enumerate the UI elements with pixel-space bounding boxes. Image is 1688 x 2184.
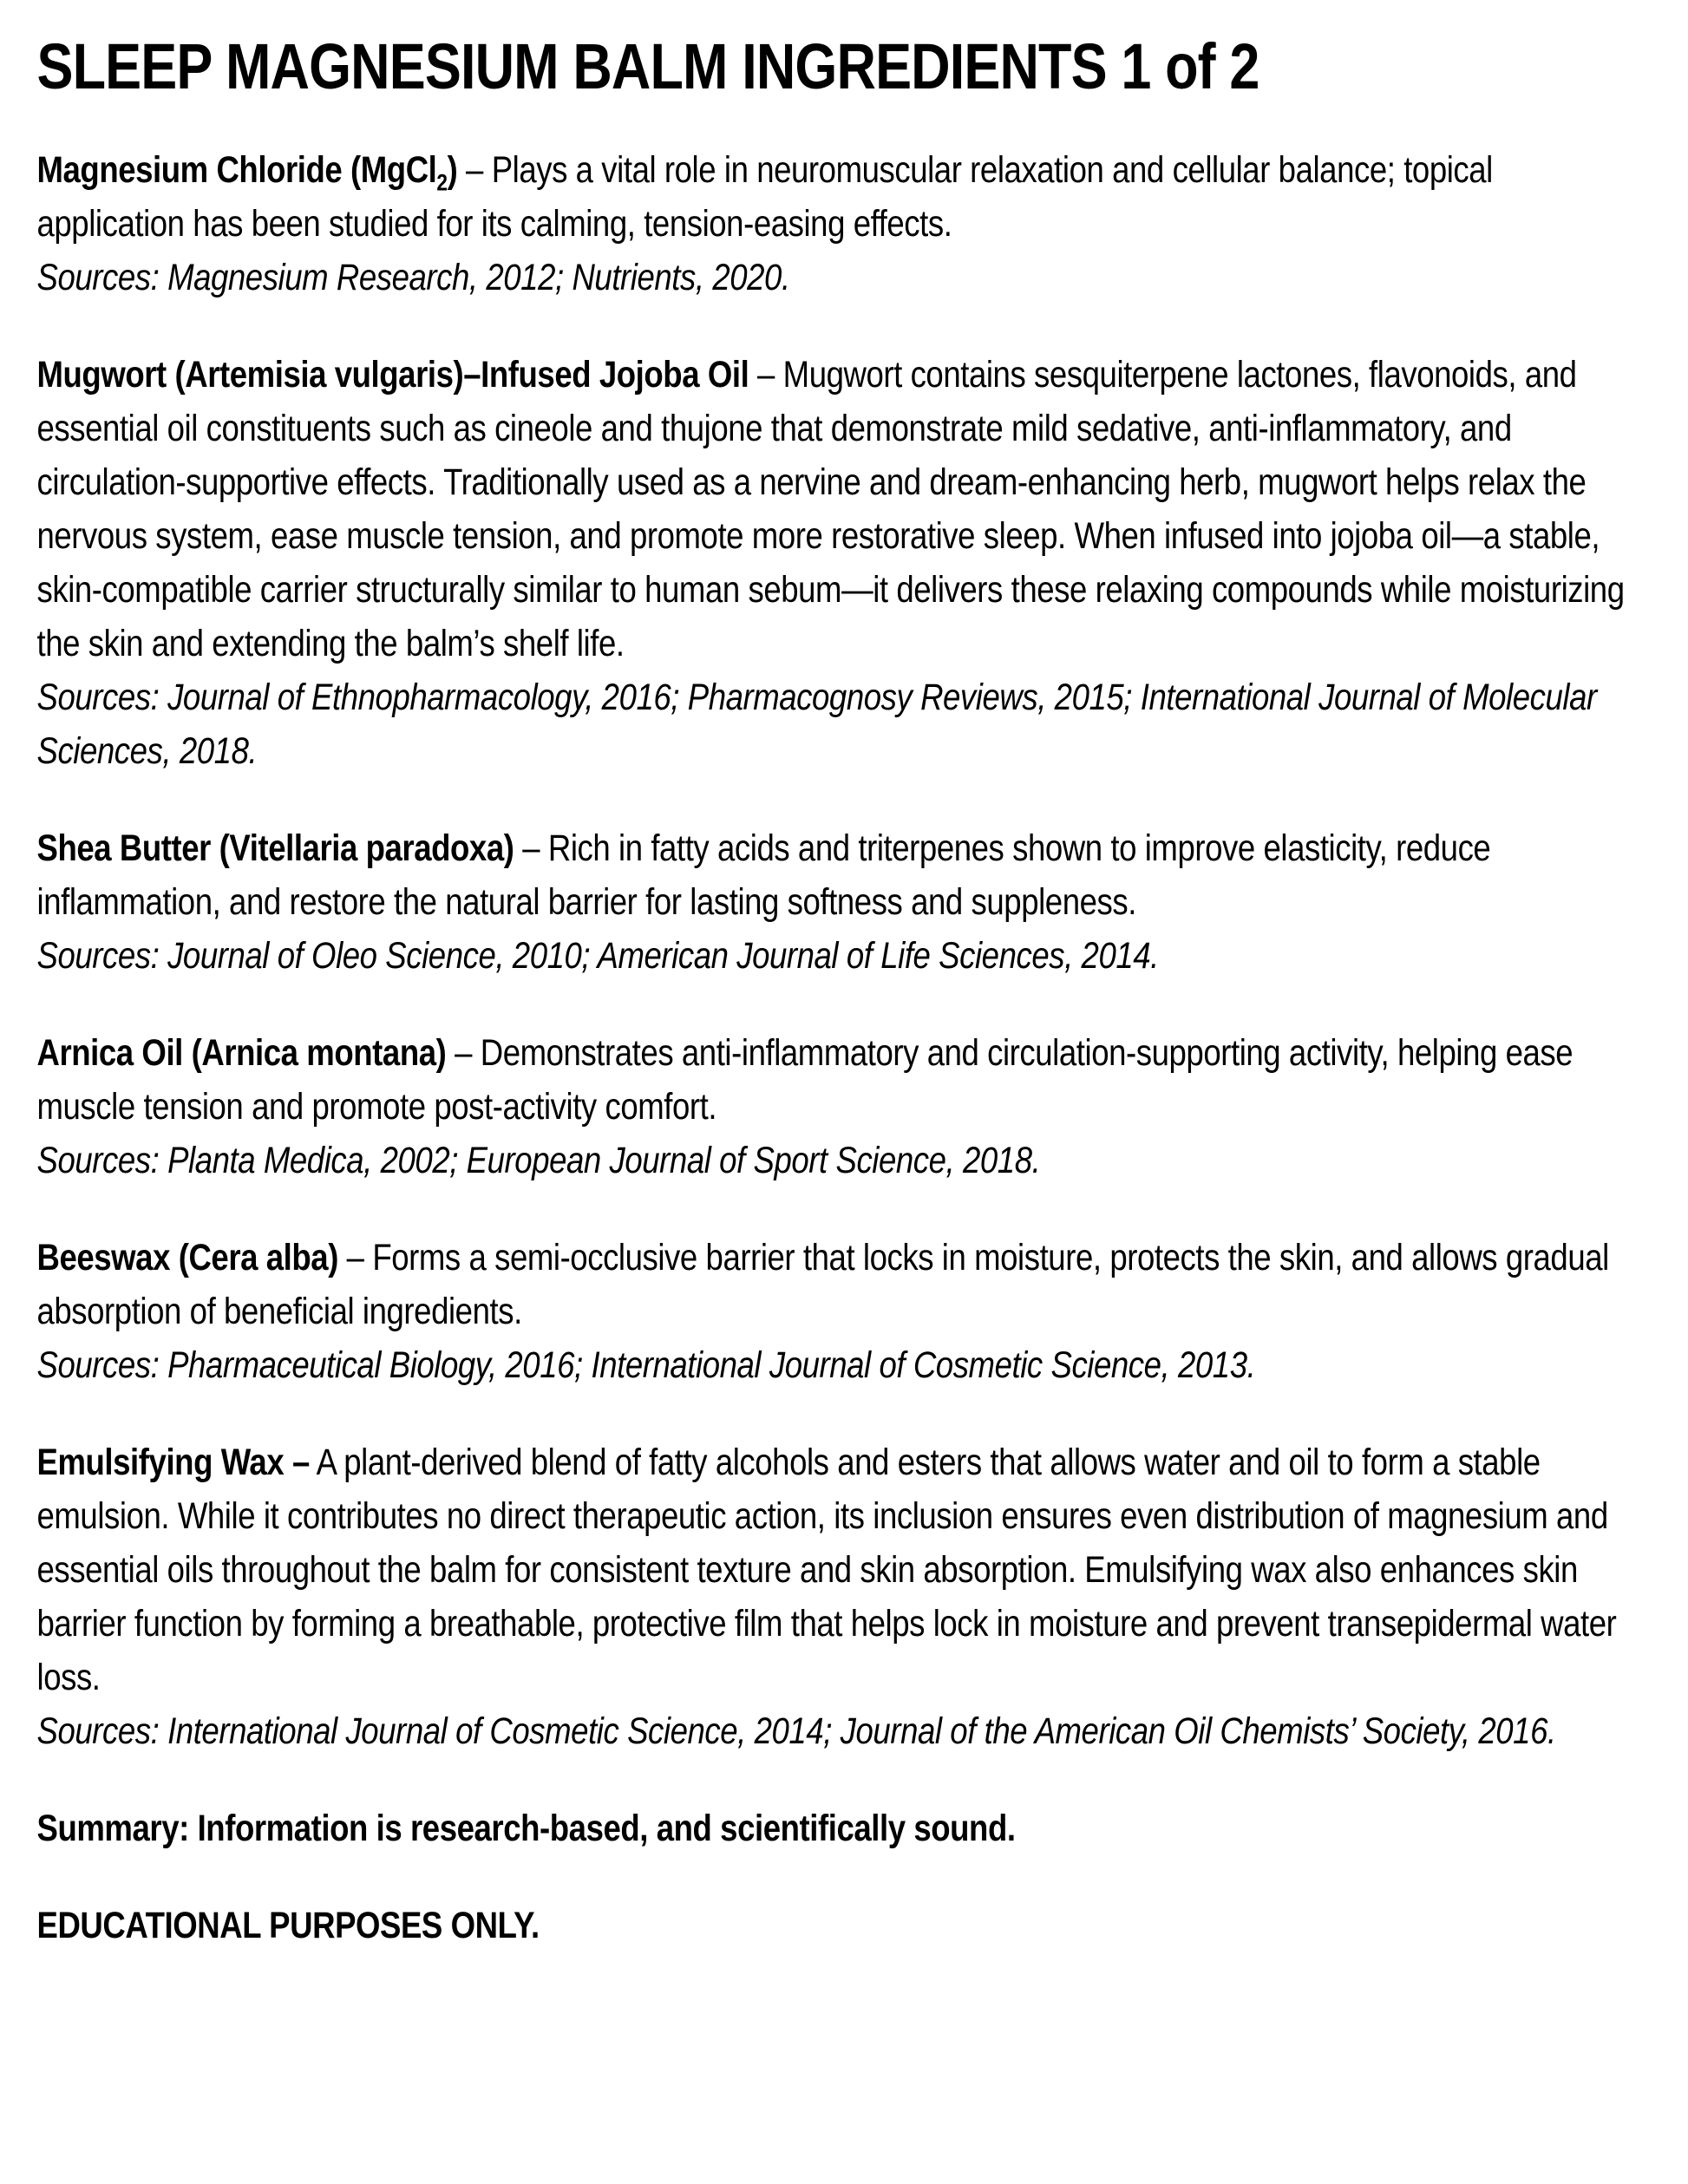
- ingredient-name: [37, 1237, 338, 1278]
- ingredient-name-text: Beeswax (Cera alba): [36, 1237, 338, 1279]
- ingredient-sources: Sources: International Journal of Cosmetic Science, 2014; Journal of the American Oil Chemists’ Society, 2016.: [36, 1710, 1556, 1753]
- ingredient-description: – Demonstrates anti-inflammatory and circulation-supporting activity, helping ease muscle tension and promote post-activity comfort.: [36, 1032, 1574, 1128]
- chemical-subscript: 2: [436, 169, 448, 196]
- ingredient-section-mugwort-jojoba-oil: [37, 348, 1642, 778]
- disclaimer-line: EDUCATIONAL PURPOSES ONLY.: [36, 1905, 540, 1947]
- ingredient-name: [37, 354, 749, 396]
- ingredient-section-magnesium-chloride: [37, 143, 1642, 304]
- ingredient-description: – Forms a semi-occlusive barrier that locks in moisture, protects the skin, and allows gradual absorption of beneficial ingredients.: [36, 1237, 1609, 1333]
- ingredient-entry: [37, 348, 1642, 670]
- ingredient-sources: Sources: Magnesium Research, 2012; Nutrients, 2020.: [36, 257, 790, 299]
- ingredient-sources: Sources: Pharmaceutical Biology, 2016; International Journal of Cosmetic Science, 2013.: [36, 1344, 1256, 1387]
- ingredient-name: [37, 1442, 310, 1483]
- ingredient-name-text: Emulsifying Wax –: [36, 1442, 310, 1484]
- ingredient-name-close: ): [447, 149, 458, 192]
- ingredient-sources: Sources: Planta Medica, 2002; European Journal of Sport Science, 2018.: [36, 1140, 1041, 1182]
- ingredient-entry: [37, 1026, 1642, 1134]
- ingredient-name-text: Mugwort (Artemisia vulgaris)–Infused Jojoba Oil: [36, 354, 749, 396]
- summary-line: Summary: Information is research-based, and scientifically sound.: [36, 1808, 1016, 1850]
- ingredient-name: [37, 1032, 447, 1074]
- ingredient-description: A plant-derived blend of fatty alcohols and esters that allows water and oil to form a stable emulsion. While it contributes no direct therapeutic action, its inclusion ensures even distribution of magnesium and essential oils throughout the balm for consistent texture and skin absorption. Emulsifying wax also enhances skin barrier function by forming a breathable, protective film that helps lock in moisture and prevent transepidermal water loss.: [36, 1442, 1617, 1699]
- ingredient-name-text: Magnesium Chloride (MgCl: [36, 149, 437, 192]
- ingredient-sources: Sources: Journal of Oleo Science, 2010; American Journal of Life Sciences, 2014.: [36, 935, 1159, 978]
- ingredient-entry: [37, 143, 1642, 251]
- ingredient-name-text: Shea Butter (Vitellaria paradoxa): [36, 827, 514, 870]
- ingredient-section-emulsifying-wax: [37, 1435, 1642, 1758]
- ingredient-entry: [37, 1435, 1642, 1704]
- ingredient-section-beeswax: [37, 1231, 1642, 1392]
- ingredient-section-shea-butter: [37, 821, 1642, 983]
- ingredient-name-text: Arnica Oil (Arnica montana): [36, 1032, 447, 1075]
- ingredient-entry: [37, 1231, 1642, 1338]
- ingredient-description: – Plays a vital role in neuromuscular relaxation and cellular balance; topical application has been studied for its calming, tension-easing effects.: [36, 149, 1493, 245]
- ingredient-sources: Sources: Journal of Ethnopharmacology, 2016; Pharmacognosy Reviews, 2015; International Journal of Molecular Sciences, 2018.: [36, 677, 1597, 773]
- ingredient-entry: [37, 821, 1642, 929]
- ingredient-section-arnica-oil: [37, 1026, 1642, 1187]
- ingredient-name: [37, 827, 514, 869]
- ingredient-description: – Mugwort contains sesquiterpene lactones, flavonoids, and essential oil constituents such as cineole and thujone that demonstrate mild sedative, anti-inflammatory, and circulation-supportive effects. Traditionally used as a nervine and dream-enhancing herb, mugwort helps relax the nervous system, ease muscle tension, and promote more restorative sleep. When infused into jojoba oil—a stable, skin-compatible carrier structurally similar to human sebum—it delivers these relaxing compounds while moisturizing the skin and extending the balm’s shelf life.: [36, 354, 1625, 665]
- page-title: SLEEP MAGNESIUM BALM INGREDIENTS 1 of 2: [36, 30, 1259, 102]
- ingredient-description: – Rich in fatty acids and triterpenes shown to improve elasticity, reduce inflammation, and restore the natural barrier for lasting softness and suppleness.: [36, 827, 1491, 924]
- ingredient-name: [36, 149, 458, 196]
